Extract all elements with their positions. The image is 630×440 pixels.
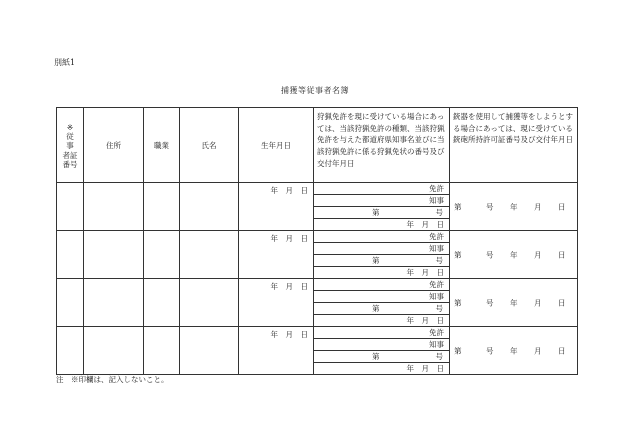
license-type-cell[interactable]: 免許 bbox=[314, 183, 450, 195]
address-cell[interactable] bbox=[84, 279, 144, 327]
header-gun-permit: 銃器を使用して捕獲等をしようとする場合にあっては、現に受けている銃砲所持許可証番号及び交付年月日 bbox=[450, 108, 578, 183]
cert-suffix: 号 bbox=[486, 202, 494, 211]
name-cell[interactable] bbox=[180, 279, 239, 327]
header-occupation: 職業 bbox=[144, 108, 180, 183]
cert-year: 年 bbox=[510, 346, 518, 355]
cert-month: 月 bbox=[534, 250, 542, 259]
header-hunting-license: 狩猟免許を現に受けている場合にあっては、当該狩猟免許の種類、当該狩猟免許を与えた都道府県知事名並びに当該狩猟免許に係る狩猟免状の番号及び交付年月日 bbox=[314, 108, 450, 183]
license-type-cell[interactable]: 免許 bbox=[314, 279, 450, 291]
cert-suffix: 号 bbox=[486, 298, 494, 307]
governor-cell[interactable]: 知事 bbox=[314, 339, 450, 351]
birth-date-cell[interactable]: 年 月 日 bbox=[239, 327, 314, 375]
name-cell[interactable] bbox=[180, 231, 239, 279]
cert-year: 年 bbox=[510, 250, 518, 259]
governor-cell[interactable]: 知事 bbox=[314, 243, 450, 255]
license-type-cell[interactable]: 免許 bbox=[314, 327, 450, 339]
license-number-cell[interactable]: 第 号 bbox=[314, 303, 450, 315]
header-birth-date: 生年月日 bbox=[239, 108, 314, 183]
birth-date-cell[interactable]: 年 月 日 bbox=[239, 231, 314, 279]
address-cell[interactable] bbox=[84, 327, 144, 375]
document-title: 捕獲等従事者名簿 bbox=[281, 86, 349, 95]
issue-date-cell[interactable]: 年 月 日 bbox=[314, 315, 450, 327]
table-row bbox=[57, 279, 578, 291]
cert-month: 月 bbox=[534, 346, 542, 355]
cert-prefix: 第 bbox=[454, 298, 462, 307]
table-row bbox=[57, 327, 578, 339]
cert-suffix: 号 bbox=[486, 250, 494, 259]
gun-permit-cell[interactable] bbox=[450, 183, 578, 231]
cert-suffix: 号 bbox=[486, 346, 494, 355]
license-number-cell[interactable]: 第 号 bbox=[314, 207, 450, 219]
license-number-cell[interactable]: 第 号 bbox=[314, 255, 450, 267]
birth-date-cell[interactable]: 年 月 日 bbox=[239, 183, 314, 231]
employee-number-cell[interactable] bbox=[57, 183, 84, 231]
issue-date-cell[interactable]: 年 月 日 bbox=[314, 363, 450, 375]
gun-permit-cell[interactable] bbox=[450, 327, 578, 375]
cert-prefix: 第 bbox=[454, 202, 462, 211]
cert-prefix: 第 bbox=[454, 346, 462, 355]
occupation-cell[interactable] bbox=[144, 327, 180, 375]
occupation-cell[interactable] bbox=[144, 279, 180, 327]
employee-number-cell[interactable] bbox=[57, 279, 84, 327]
birth-date-cell[interactable]: 年 月 日 bbox=[239, 279, 314, 327]
cert-year: 年 bbox=[510, 202, 518, 211]
address-cell[interactable] bbox=[84, 231, 144, 279]
license-number-cell[interactable]: 第 号 bbox=[314, 351, 450, 363]
header-address: 住所 bbox=[84, 108, 144, 183]
header-name: 氏名 bbox=[180, 108, 239, 183]
license-type-cell[interactable]: 免許 bbox=[314, 231, 450, 243]
governor-cell[interactable]: 知事 bbox=[314, 195, 450, 207]
footnote: 注 ※印欄は、記入しないこと。 bbox=[56, 375, 169, 384]
cert-day: 日 bbox=[558, 346, 566, 355]
header-employee-number: ※ 従 事 者証 番号 bbox=[57, 108, 84, 183]
name-cell[interactable] bbox=[180, 327, 239, 375]
employee-register-table bbox=[56, 107, 578, 375]
occupation-cell[interactable] bbox=[144, 183, 180, 231]
table-row bbox=[57, 231, 578, 243]
annex-label: 別紙1 bbox=[54, 58, 76, 67]
cert-year: 年 bbox=[510, 298, 518, 307]
cert-month: 月 bbox=[534, 202, 542, 211]
cert-day: 日 bbox=[558, 202, 566, 211]
cert-day: 日 bbox=[558, 250, 566, 259]
cert-day: 日 bbox=[558, 298, 566, 307]
cert-month: 月 bbox=[534, 298, 542, 307]
address-cell[interactable] bbox=[84, 183, 144, 231]
gun-permit-cell[interactable] bbox=[450, 231, 578, 279]
occupation-cell[interactable] bbox=[144, 231, 180, 279]
issue-date-cell[interactable]: 年 月 日 bbox=[314, 267, 450, 279]
cert-prefix: 第 bbox=[454, 250, 462, 259]
governor-cell[interactable]: 知事 bbox=[314, 291, 450, 303]
employee-number-cell[interactable] bbox=[57, 327, 84, 375]
employee-number-cell[interactable] bbox=[57, 231, 84, 279]
issue-date-cell[interactable]: 年 月 日 bbox=[314, 219, 450, 231]
gun-permit-cell[interactable] bbox=[450, 279, 578, 327]
name-cell[interactable] bbox=[180, 183, 239, 231]
header-row bbox=[57, 108, 578, 183]
table-row bbox=[57, 183, 578, 195]
